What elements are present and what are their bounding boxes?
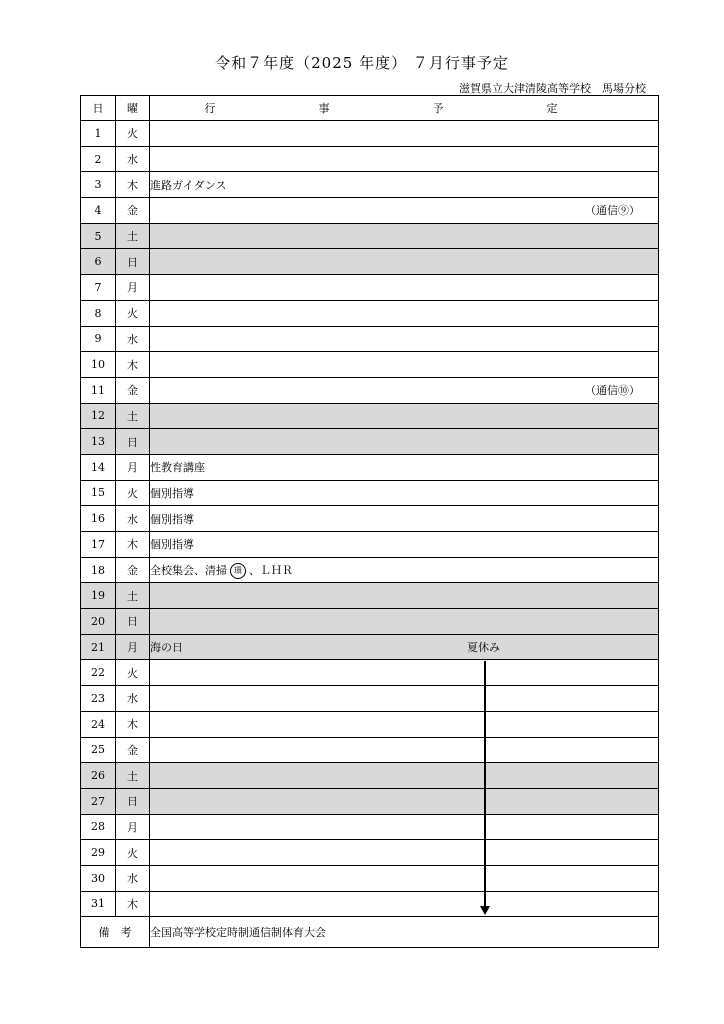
day-cell: 25 <box>81 737 116 763</box>
day-cell: 13 <box>81 429 116 455</box>
day-cell: 21 <box>81 634 116 660</box>
day-cell: 20 <box>81 609 116 635</box>
table-row <box>81 275 659 301</box>
event-cell <box>150 480 659 506</box>
table-row <box>81 891 659 917</box>
day-cell: 9 <box>81 326 116 352</box>
school-name: 滋賀県立大津清陵高等学校 馬場分校 <box>459 82 646 95</box>
day-cell: 8 <box>81 300 116 326</box>
event-cell <box>150 865 659 891</box>
weekday-cell: 土 <box>116 223 150 249</box>
table-row <box>81 121 659 147</box>
event-cell <box>150 198 659 224</box>
day-cell: 22 <box>81 660 116 686</box>
event-text: 性教育講座 <box>150 461 205 475</box>
weekday-cell: 月 <box>116 814 150 840</box>
weekday-cell: 土 <box>116 583 150 609</box>
event-cell <box>150 737 659 763</box>
event-cell <box>150 506 659 532</box>
table-row <box>81 326 659 352</box>
weekday-cell: 火 <box>116 660 150 686</box>
table-row <box>81 686 659 712</box>
weekday-cell: 火 <box>116 840 150 866</box>
event-cell <box>150 583 659 609</box>
table-row <box>81 711 659 737</box>
event-cell <box>150 609 659 635</box>
day-cell: 23 <box>81 686 116 712</box>
event-cell <box>150 763 659 789</box>
weekday-cell: 金 <box>116 557 150 583</box>
table-row <box>81 352 659 378</box>
day-cell: 2 <box>81 146 116 172</box>
table-row <box>81 532 659 558</box>
day-cell: 24 <box>81 711 116 737</box>
summer-break-label: 夏休み <box>467 641 500 655</box>
day-cell: 11 <box>81 377 116 403</box>
weekday-cell: 水 <box>116 326 150 352</box>
weekday-cell: 木 <box>116 711 150 737</box>
event-cell <box>150 454 659 480</box>
weekday-cell: 木 <box>116 532 150 558</box>
table-row <box>81 480 659 506</box>
event-cell <box>150 557 659 583</box>
table-row <box>81 660 659 686</box>
day-cell: 10 <box>81 352 116 378</box>
day-cell: 26 <box>81 763 116 789</box>
event-cell <box>150 711 659 737</box>
weekday-cell: 月 <box>116 275 150 301</box>
table-row <box>81 788 659 814</box>
notes-text: 全国高等学校定時制通信制体育大会 <box>150 917 659 948</box>
weekday-cell: 木 <box>116 891 150 917</box>
weekday-cell: 日 <box>116 788 150 814</box>
event-cell <box>150 326 659 352</box>
table-row <box>81 172 659 198</box>
table-row <box>81 814 659 840</box>
event-cell <box>150 121 659 147</box>
event-text: 個別指導 <box>150 486 194 500</box>
day-cell: 14 <box>81 454 116 480</box>
event-cell <box>150 660 659 686</box>
weekday-cell: 日 <box>116 609 150 635</box>
table-row <box>81 454 659 480</box>
day-cell: 29 <box>81 840 116 866</box>
event-cell <box>150 788 659 814</box>
event-cell <box>150 532 659 558</box>
event-cell <box>150 634 659 660</box>
weekday-cell: 月 <box>116 634 150 660</box>
weekday-cell: 土 <box>116 403 150 429</box>
arrow-down-icon <box>480 906 490 915</box>
event-text: 個別指導 <box>150 538 194 552</box>
day-cell: 5 <box>81 223 116 249</box>
column-header-day: 日 <box>81 96 116 121</box>
day-cell: 19 <box>81 583 116 609</box>
event-text: 個別指導 <box>150 512 194 526</box>
table-row <box>81 249 659 275</box>
weekday-cell: 木 <box>116 352 150 378</box>
column-header-events: 行 事 予 定 <box>150 96 659 121</box>
event-cell <box>150 352 659 378</box>
table-row <box>81 583 659 609</box>
event-suffix: 、ＬＨＲ <box>249 563 293 577</box>
event-cell <box>150 275 659 301</box>
weekday-cell: 木 <box>116 172 150 198</box>
event-cell <box>150 223 659 249</box>
weekday-cell: 水 <box>116 686 150 712</box>
day-cell: 7 <box>81 275 116 301</box>
weekday-cell: 日 <box>116 429 150 455</box>
day-cell: 31 <box>81 891 116 917</box>
day-cell: 15 <box>81 480 116 506</box>
table-row <box>81 865 659 891</box>
table-row <box>81 557 659 583</box>
day-cell: 1 <box>81 121 116 147</box>
table-row <box>81 609 659 635</box>
table-row <box>81 840 659 866</box>
event-cell <box>150 300 659 326</box>
day-cell: 30 <box>81 865 116 891</box>
newsletter-note: （通信⑩） <box>585 384 640 398</box>
event-cell <box>150 814 659 840</box>
event-cell <box>150 429 659 455</box>
newsletter-note: （通信⑨） <box>585 204 640 218</box>
notes-row <box>81 917 659 948</box>
table-row <box>81 198 659 224</box>
weekday-cell: 金 <box>116 198 150 224</box>
event-cell <box>150 891 659 917</box>
weekday-cell: 日 <box>116 249 150 275</box>
event-cell <box>150 249 659 275</box>
notes-label: 備 考 <box>81 917 150 948</box>
weekday-cell: 水 <box>116 865 150 891</box>
day-cell: 3 <box>81 172 116 198</box>
table-row <box>81 300 659 326</box>
weekday-cell: 金 <box>116 377 150 403</box>
day-cell: 6 <box>81 249 116 275</box>
event-cell <box>150 146 659 172</box>
schedule-table <box>80 95 659 948</box>
event-cell <box>150 377 659 403</box>
weekday-cell: 火 <box>116 300 150 326</box>
event-text: 進路ガイダンス <box>150 178 227 192</box>
table-row <box>81 763 659 789</box>
page-title: 令和７年度（2025 年度） ７月行事予定 <box>215 54 509 72</box>
event-cell <box>150 403 659 429</box>
weekday-cell: 土 <box>116 763 150 789</box>
day-cell: 16 <box>81 506 116 532</box>
day-cell: 12 <box>81 403 116 429</box>
day-cell: 18 <box>81 557 116 583</box>
table-row <box>81 403 659 429</box>
table-row <box>81 429 659 455</box>
weekday-cell: 月 <box>116 454 150 480</box>
day-cell: 28 <box>81 814 116 840</box>
day-cell: 17 <box>81 532 116 558</box>
table-row <box>81 634 659 660</box>
table-row <box>81 737 659 763</box>
table-row <box>81 506 659 532</box>
weekday-cell: 水 <box>116 506 150 532</box>
column-header-weekday: 曜 <box>116 96 150 121</box>
event-text: 全校集会、清掃 <box>150 563 227 577</box>
weekday-cell: 火 <box>116 121 150 147</box>
event-cell <box>150 840 659 866</box>
weekday-cell: 火 <box>116 480 150 506</box>
day-cell: 4 <box>81 198 116 224</box>
event-cell <box>150 172 659 198</box>
event-text: 海の日 <box>150 641 183 655</box>
weekday-cell: 水 <box>116 146 150 172</box>
table-row <box>81 146 659 172</box>
day-cell: 27 <box>81 788 116 814</box>
table-header-row <box>81 96 659 121</box>
weekday-cell: 金 <box>116 737 150 763</box>
table-row <box>81 223 659 249</box>
circled-mark-icon: 環 <box>230 563 246 579</box>
table-row <box>81 377 659 403</box>
event-cell <box>150 686 659 712</box>
summer-break-arrow-line <box>484 661 486 909</box>
